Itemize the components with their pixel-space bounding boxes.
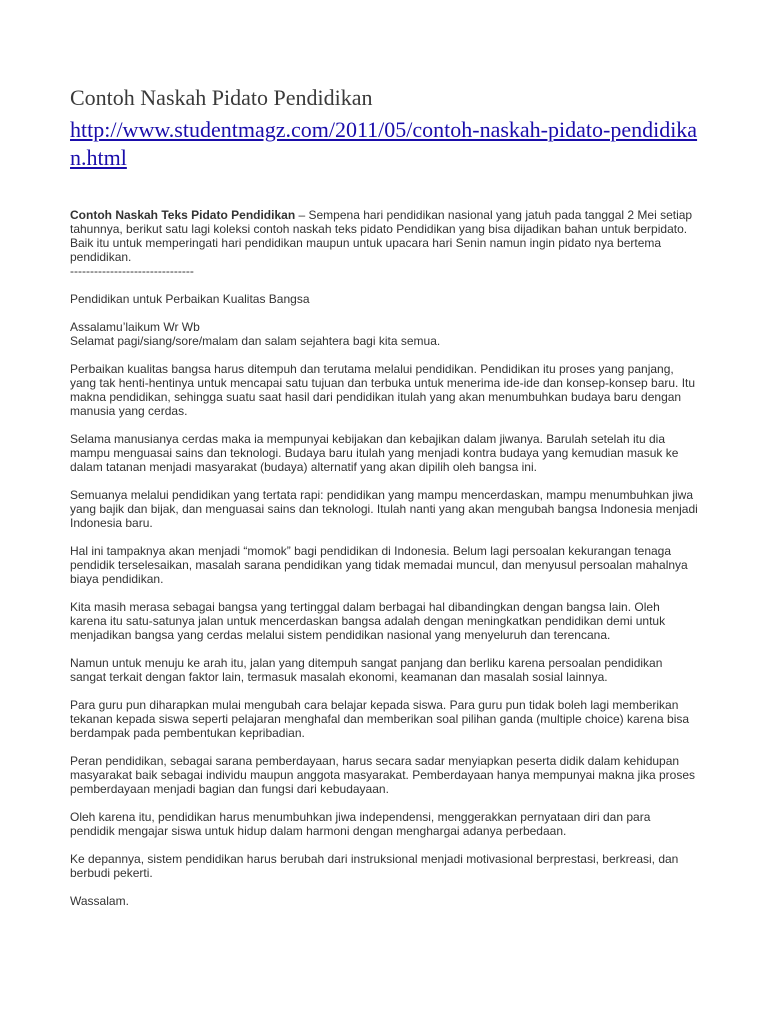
closing-line: Wassalam. [70, 894, 129, 908]
document-title: Contoh Naskah Pidato Pendidikan [70, 85, 373, 110]
body-paragraph: Namun untuk menuju ke arah itu, jalan yang ditempuh sangat panjang dan berliku karena persoalan pendidikan sangat terkait dengan faktor lain, termasuk masalah ekonomi, keamanan dan masalah sosial lainnya. [70, 656, 663, 684]
body-paragraph: Semuanya melalui pendidikan yang tertata rapi: pendidikan yang mampu mencerdaskan, mampu menumbuhkan jiwa yang bajik dan bijak, dan menguasai sains dan teknologi. Itulah nanti yang akan mengubah bangsa Indonesia menjadi Indonesia baru. [70, 488, 698, 530]
greeting-line-2: Selamat pagi/siang/sore/malam dan salam sejahtera bagi kita semua. [70, 334, 441, 348]
body-paragraph: Selama manusianya cerdas maka ia mempunyai kebijakan dan kebajikan dalam jiwanya. Barulah setelah itu dia mampu menguasai sains dan teknologi. Budaya baru itulah yang menjadi kontra budaya yang kemudian masuk ke dalam tatanan menjadi masyarakat (budaya) alternatif yang akan dipilih oleh bangsa ini. [70, 432, 679, 474]
body-paragraph: Perbaikan kualitas bangsa harus ditempuh dan terutama melalui pendidikan. Pendidikan itu proses yang panjang, yang tak henti-hentinya untuk mencapai satu tujuan dan terbuka untuk menerima ide-ide dan konsep-konsep baru. Itu makna pendidikan, sehingga suatu saat hasil dari pendidikan itulah yang akan menumbuhkan budaya baru dengan manusia yang cerdas. [70, 362, 696, 418]
document-page [70, 84, 698, 922]
intro-paragraph [70, 208, 698, 264]
body-paragraph: Kita masih merasa sebagai bangsa yang tertinggal dalam berbagai hal dibandingkan dengan bangsa lain. Oleh karena itu satu-satunya jalan untuk mencerdaskan bangsa adalah dengan meningkatkan pendidikan demi untuk menjadikan bangsa yang cerdas melalui sistem pendidikan nasional yang menyeluruh dan terencana. [70, 600, 666, 642]
body-paragraph: Peran pendidikan, sebagai sarana pemberdayaan, harus secara sadar menyiapkan peserta didik dalam kehidupan masyarakat baik sebagai individu maupun anggota masyarakat. Pemberdayaan hanya mempunyai makna jika proses pemberdayaan menjadi bagian dan fungsi dari kebudayaan. [70, 754, 696, 796]
intro-bold-title: Contoh Naskah Teks Pidato Pendidikan [70, 208, 296, 222]
body-paragraph: Oleh karena itu, pendidikan harus menumbuhkan jiwa independensi, menggerakkan pernyataan diri dan para pendidik mengajar siswa untuk hidup dalam harmoni dengan menghargai adanya perbedaan. [70, 810, 651, 838]
greeting-line-1: Assalamu’laikum Wr Wb [70, 320, 200, 334]
intro-text: – Sempena hari pendidikan nasional yang jatuh pada tanggal 2 Mei setiap tahunnya, berikut satu lagi koleksi contoh naskah teks pidato Pendidikan yang bisa dijadikan bahan untuk berpidato. Baik itu untuk memperingati hari pendidikan maupun untuk upacara hari Senin namun ingin pidato nya bertema pendidikan. [70, 208, 693, 264]
document-body [70, 208, 698, 908]
speech-title: Pendidikan untuk Perbaikan Kualitas Bangsa [70, 292, 310, 306]
body-paragraph: Hal ini tampaknya akan menjadi “momok” bagi pendidikan di Indonesia. Belum lagi persoalan kekurangan tenaga pendidik terselesaikan, masalah sarana pendidikan yang tidak memadai muncul, dan menyusul persoalan mahalnya biaya pendidikan. [70, 544, 688, 586]
source-link[interactable]: http://www.studentmagz.com/2011/05/contoh-naskah-pidato-pendidikan.html [70, 117, 698, 170]
separator-line: ------------------------------- [70, 264, 194, 278]
body-paragraph: Ke depannya, sistem pendidikan harus berubah dari instruksional menjadi motivasional berprestasi, berkreasi, dan berbudi pekerti. [70, 852, 679, 880]
body-paragraph: Para guru pun diharapkan mulai mengubah cara belajar kepada siswa. Para guru pun tidak boleh lagi memberikan tekanan kepada siswa seperti pelajaran menghafal dan memberikan soal pilihan ganda (multiple choice) karena bisa berdampak pada pembentukan kepribadian. [70, 698, 690, 740]
